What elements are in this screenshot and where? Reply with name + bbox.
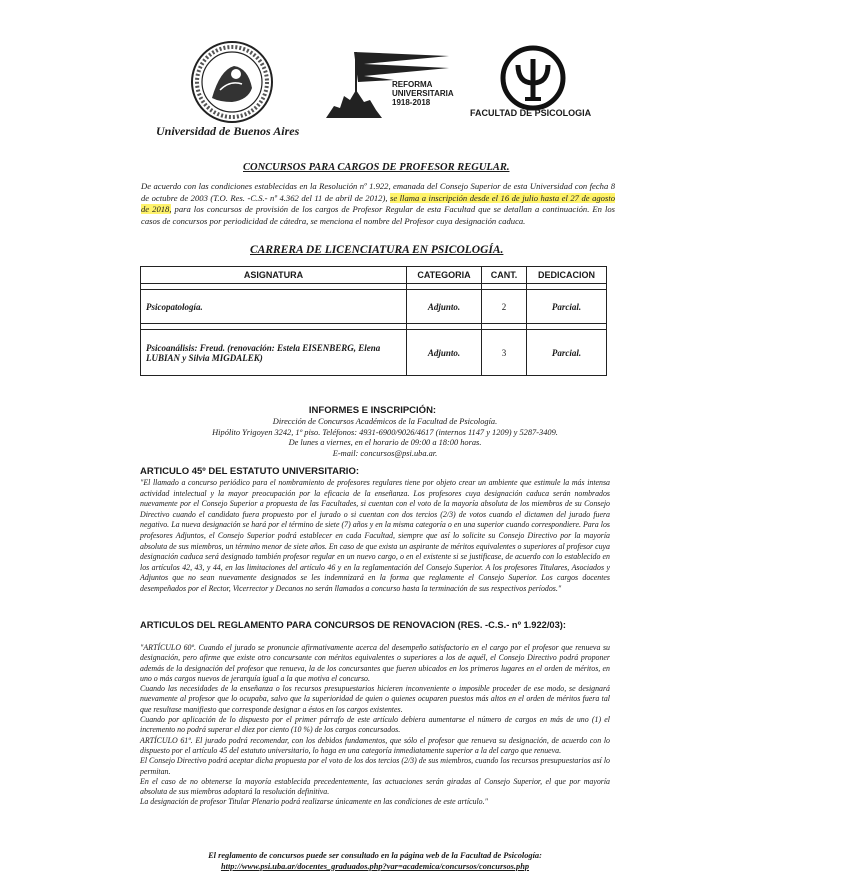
footer-note [160, 851, 590, 872]
carrera-title: CARRERA DE LICENCIATURA EN PSICOLOGÍA. [250, 244, 504, 256]
facultad-psicologia-name: FACULTAD DE PSICOLOGIA [470, 108, 592, 118]
uba-name: Universidad de Buenos Aires [156, 124, 300, 138]
intro-paragraph [141, 181, 615, 227]
cell-asignatura: Psicopatología. [141, 290, 407, 324]
reglamento-paragraph: "ARTÍCULO 60º. Cuando el jurado se pronuncie afirmativamente acerca del desempeño satisfactorio en el cargo por el profesor que renueva su designación, pero afirme que existe otro concursante con méritos equivalentes o superiores a los de aquél, el Consejo Directivo podrá proponer además de la designación del profesor que renueva, la de los concursantes que fueren ubicados en los primeros lugares en el orden de méritos, en uno o más cargos nuevos de jerarquía igual a la que motiva el concurso. [140, 643, 610, 683]
reglamento-paragraph: La designación de profesor Titular Plenario podrá realizarse únicamente en las condiciones de este artículo." [140, 797, 488, 807]
col-dedicacion: DEDICACION [527, 267, 607, 284]
reforma-line-1: REFORMA [392, 80, 433, 89]
psi-logo [500, 45, 566, 111]
reglamento-paragraph: En el caso de no obtenerse la mayoría establecida precedentemente, las actuaciones serán giradas al Consejo Superior, el que por mayoría absoluta de sus miembros adoptará la resolución definitiva. [140, 776, 610, 797]
articulo45-heading: ARTICULO 45º DEL ESTATUTO UNIVERSITARIO: [140, 466, 359, 477]
cell-categoria: Adjunto. [407, 330, 482, 376]
uba-seal-logo [190, 40, 274, 124]
col-cant: CANT. [482, 267, 527, 284]
col-categoria: CATEGORIA [407, 267, 482, 284]
reglamento-paragraph: ARTÍCULO 61º. El jurado podrá recomendar, con los debidos fundamentos, que sólo el profesor que renueva su designación, de acuerdo con lo dispuesto por el artículo 45 del estatuto universitario, lo haga en una categoría inmediatamente superior a la del cargo que renueva. [140, 735, 610, 755]
intro-part-2: para los concursos de provisión de los cargos de Profesor Regular de esta Facultad que se detallan a continuación. En los casos de concursos por periodicidad de cátedra, se menciona el nombre del Profesor cuya designación caduca. [141, 204, 615, 226]
informes-line: Dirección de Concursos Académicos de la Facultad de Psicología. [272, 417, 498, 426]
cargos-table [140, 266, 607, 376]
footer-url-link[interactable]: http://www.psi.uba.ar/docentes_graduados.php?var=academica/concursos/concursos.php [220, 861, 530, 871]
informes-block [200, 417, 570, 459]
footer-line: El reglamento de concursos puede ser consultado en la página web de la Facultad de Psicología: [208, 851, 542, 860]
cell-categoria: Adjunto. [407, 290, 482, 324]
reglamento-paragraph: El Consejo Directivo podrá aceptar dicha propuesta por el voto de los dos tercios (2/3) de sus miembros, cuando los recursos presupuestarios así lo permitan. [140, 756, 610, 776]
informes-heading: INFORMES E INSCRIPCIÓN: [308, 405, 437, 416]
cell-dedicacion: Parcial. [527, 330, 607, 376]
reglamento-paragraph: Cuando por aplicación de lo dispuesto por el primer párrafo de este artículo debiera aumentarse el número de cargos en más de uno (1) el incremento no podrá superar el diez por ciento (10 %) de los cargos concursados. [140, 715, 610, 735]
intro-part-1: De acuerdo con las condiciones establecidas en la Resolución nº 1.922, emanada del Consejo Superior de esta Universidad con fecha 8 de octubre de 2003 (T.O. Res. -C.S.- nº 4.362 del 11 de abril de 2012), [141, 181, 615, 203]
cell-cant: 2 [482, 290, 527, 324]
reglamento-heading: ARTICULOS DEL REGLAMENTO PARA CONCURSOS DE RENOVACION (RES. -C.S.- nº 1.922/03): [140, 620, 566, 630]
informes-email[interactable]: E-mail: concursos@psi.uba.ar. [332, 448, 438, 458]
table-row [141, 290, 607, 324]
reforma-line-3: 1918-2018 [392, 98, 431, 107]
table-header-row [141, 267, 607, 284]
informes-line: De lunes a viernes, en el horario de 09:00 a 18:00 horas. [288, 438, 482, 447]
cell-asignatura: Psicoanálisis: Freud. (renovación: Estela EISENBERG, Elena LUBIAN y Silvia MIGDALEK) [141, 330, 407, 376]
page-title: CONCURSOS PARA CARGOS DE PROFESOR REGULAR. [243, 162, 510, 173]
articulo45-text: "El llamado a concurso periódico para el nombramiento de profesores regulares tiene por objeto crear un ambiente que estimule la más intensa actividad intelectual y la mayor preocupación por la eficacia de la enseñanza. Los profesores cuya designación caduca serán nombrados nuevamente por el Consejo Superior a propuesta de las Facultades, si cuentan con el voto de la mayoría absoluta de los miembros de su Consejo Directivo cuando el candidato fuera propuesto por el jurado o si cuentan con dos tercios (2/3) de votos cuando el dictamen del jurado fuera negativo. La nueva designación se hará por el término de siete (7) años y en la misma categoría o en una superior cuando correspondiere. Para los profesores Adjuntos, el Consejo Superior podrá establecer en cada Facultad, siempre que así lo solicite su Consejo Directivo por la mayoría absoluta de sus miembros, un término menor de siete años. En caso de que exista un aspirante de méritos equivalentes o superiores al profesor cuya designación caduca será designado también profesor regular en un nuevo cargo, o en el existente si se justificase, de acuerdo con lo establecido en los artículos 42, 43, y 44, en las limitaciones del artículo 46 y en la reglamentación del Consejo Superior. A los profesores Titulares, Asociados y Adjuntos que no sean nuevamente designados se les indemnizará en la forma que reglamente el Consejo Superior. Los cargos docentes desempeñados por el Rector, Vicerrector y Decanos no serán llamados a concurso hasta la terminación de sus respectivos períodos." [140, 478, 610, 593]
col-asignatura: ASIGNATURA [141, 267, 407, 284]
cell-cant: 3 [482, 330, 527, 376]
reforma-text [392, 80, 454, 107]
inscription-dates-highlight: se llama a inscripción desde el 16 de julio hasta el 27 de agosto de 2018, [141, 192, 616, 214]
reforma-line-2: UNIVERSITARIA [392, 89, 454, 98]
reglamento-text [140, 643, 610, 808]
cell-dedicacion: Parcial. [527, 290, 607, 324]
table-row [141, 330, 607, 376]
reglamento-paragraph: Cuando las necesidades de la enseñanza o los recursos presupuestarios hicieren inconveniente o imposible proceder de ese modo, se designará nuevamente al profesor que lo ocupaba, salvo que la superioridad de quien o quienes ocuparen puestos más altos en el orden de méritos fuera tal que resultase manifiesto que corresponde designar a éstos en los cargos existentes. [140, 684, 610, 714]
informes-line: Hipólito Yrigoyen 3242, 1º piso. Teléfonos: 4931-6900/9026/4617 (internos 1147 y 1209) y 5287-3409. [212, 427, 558, 437]
